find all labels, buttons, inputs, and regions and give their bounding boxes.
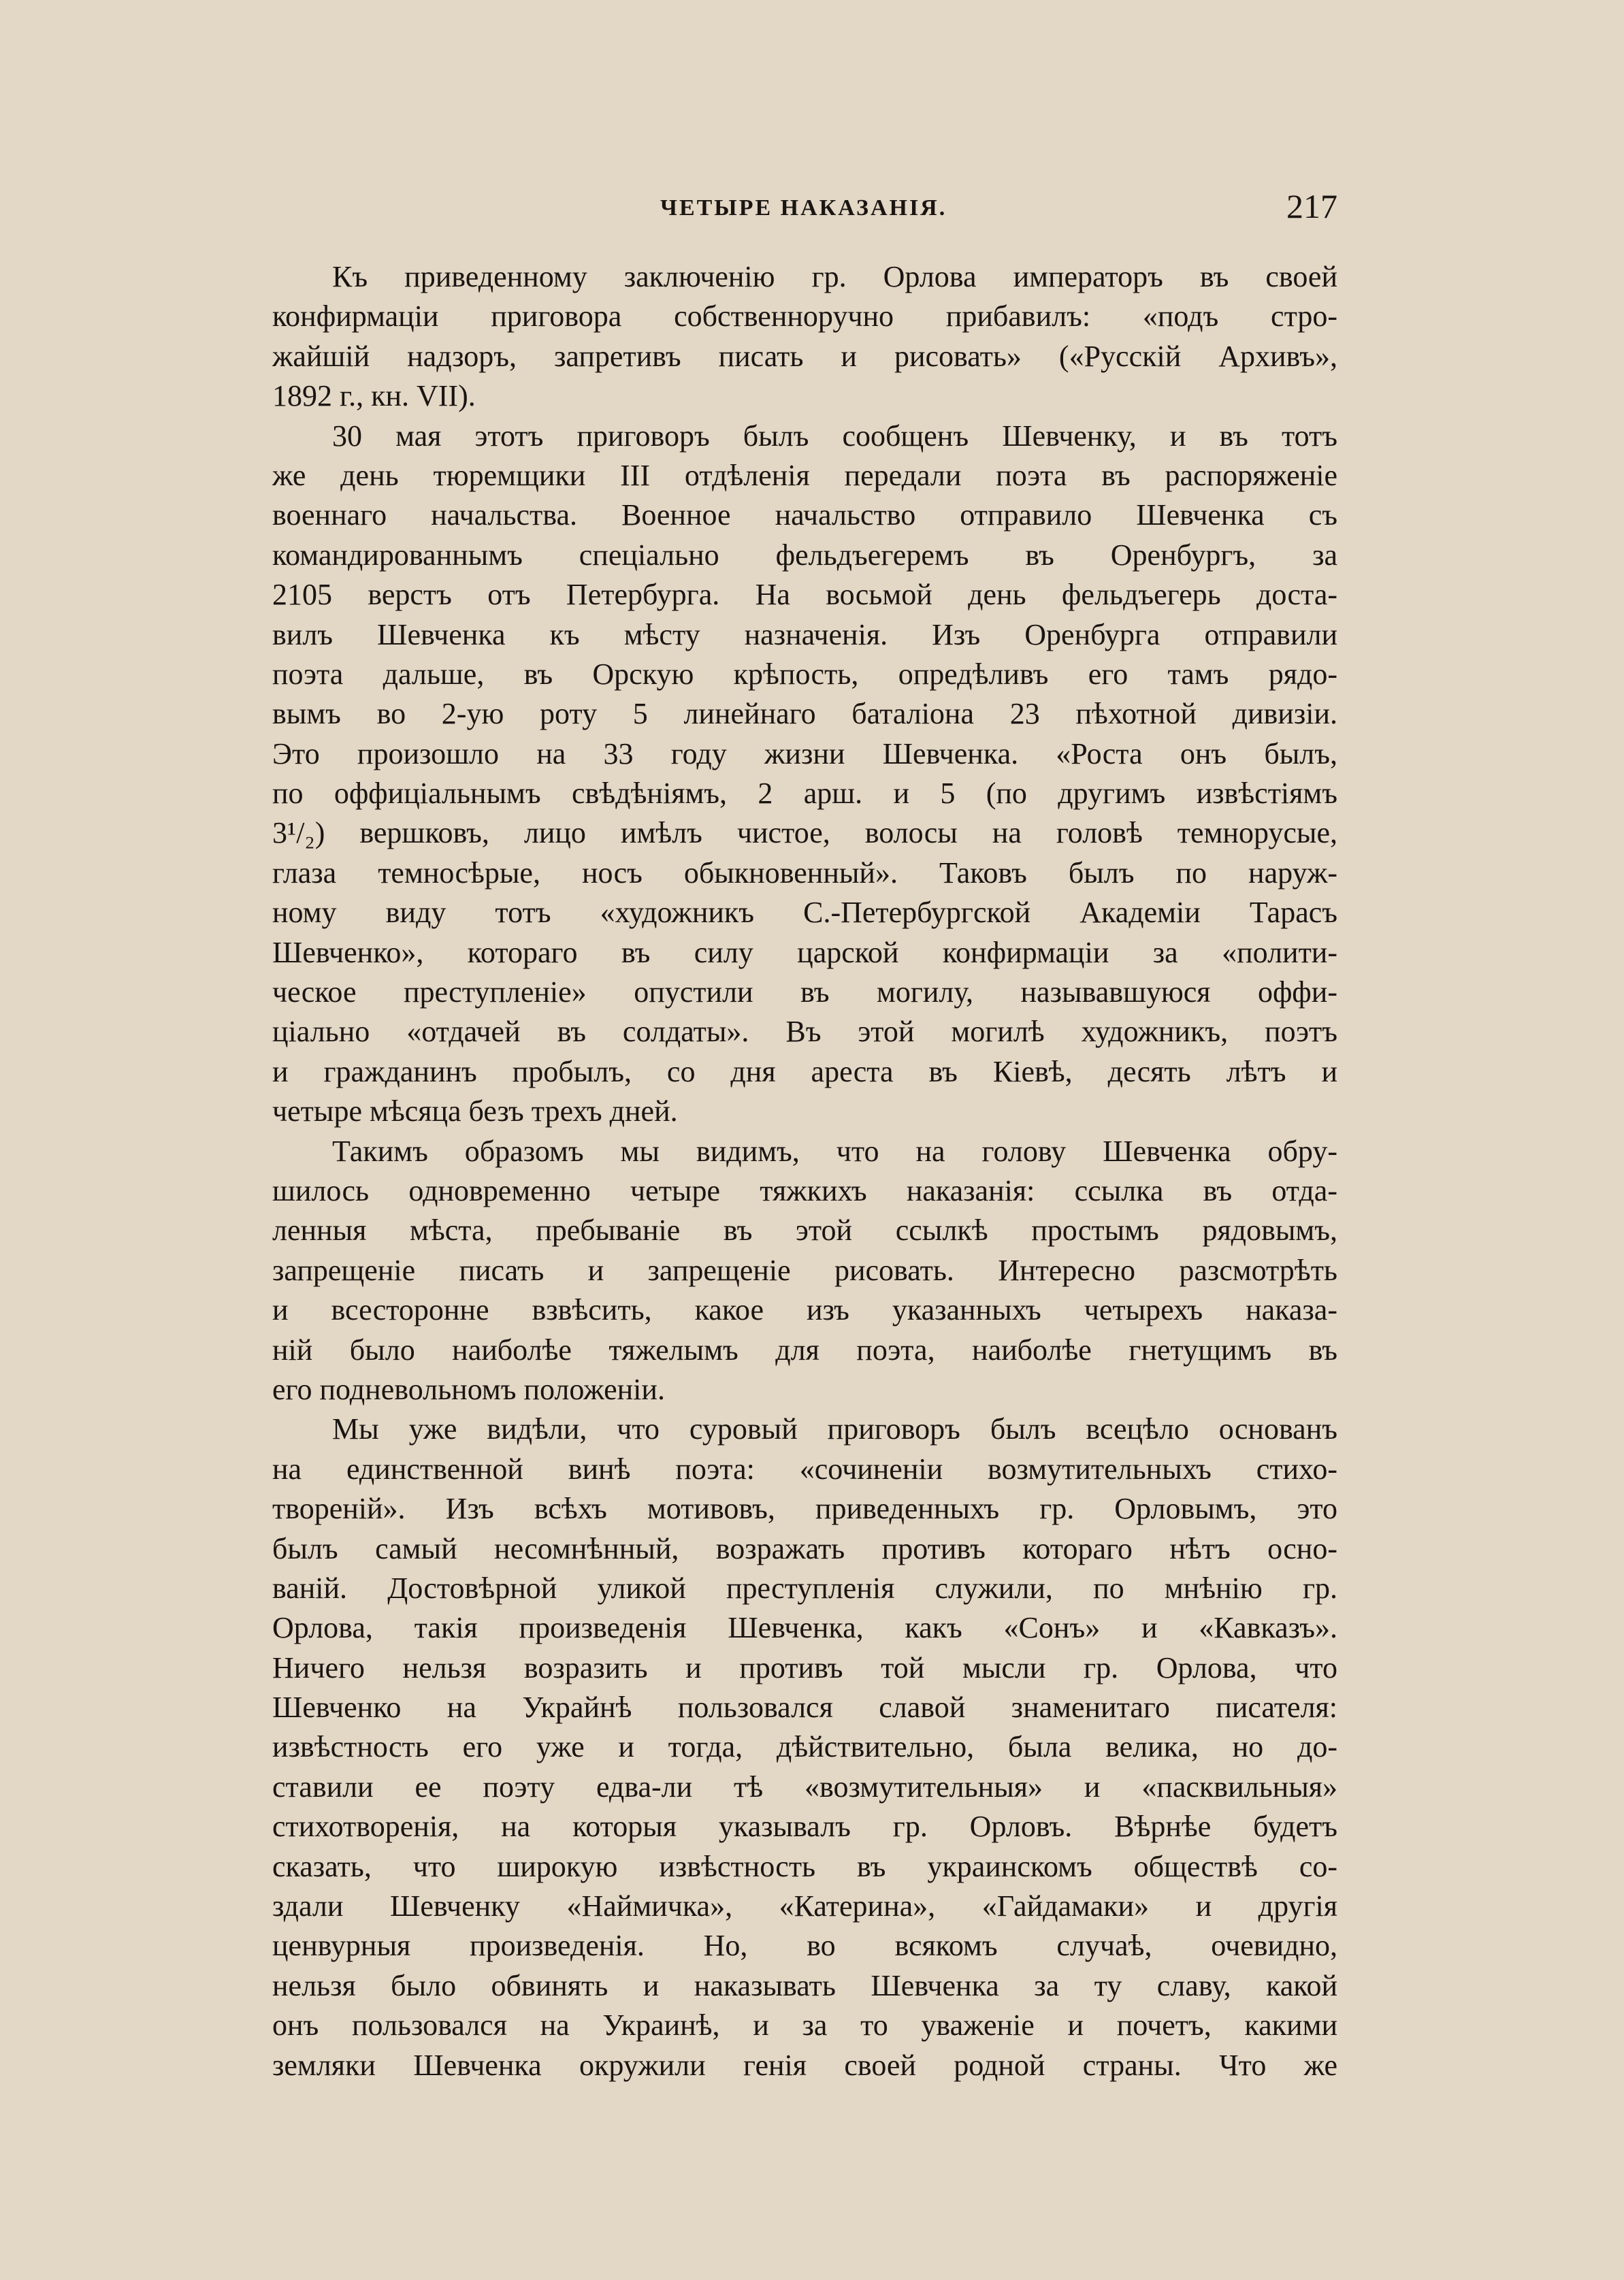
text-line: 3¹/₂) вершковъ, лицо имѣлъ чистое, волосы на головѣ темнорусые, (272, 816, 1337, 850)
text-line: ставили ее поэту едва-ли тѣ «возмутительныя» и «пасквильныя» (272, 1770, 1337, 1804)
text-line: военнаго начальства. Военное начальство отправило Шевченка съ (272, 498, 1337, 532)
text-line: сказать, что широкую извѣстность въ украинскомъ обществѣ со- (272, 1849, 1337, 1883)
text-line: четыре мѣсяца безъ трехъ дней. (272, 1094, 678, 1128)
text-line: по оффиціальнымъ свѣдѣніямъ, 2 арш. и 5 (по другимъ извѣстіямъ (272, 777, 1337, 811)
text-line: Шевченко на Украйнѣ пользовался славой знаменитаго писателя: (272, 1691, 1337, 1725)
text-line: 1892 г., кн. VII). (272, 379, 476, 413)
body-text (272, 257, 1337, 2085)
text-line: ческое преступленіе» опустили въ могилу, называвшуюся оффи- (272, 975, 1337, 1009)
text-line: Мы уже видѣли, что суровый приговоръ былъ всецѣло основанъ (332, 1412, 1337, 1446)
text-line: ваній. Достовѣрной уликой преступленія служили, по мнѣнію гр. (272, 1571, 1337, 1605)
text-line: земляки Шевченка окружили генія своей родной страны. Что же (272, 2048, 1337, 2082)
paragraph (272, 1132, 1337, 1410)
text-line: ленныя мѣста, пребываніе въ этой ссылкѣ простымъ рядовымъ, (272, 1214, 1337, 1248)
text-line: Шевченко», котораго въ силу царской конфирмаціи за «полити- (272, 935, 1337, 969)
text-line: и всесторонне взвѣсить, какое изъ указанныхъ четырехъ наказа- (272, 1293, 1337, 1327)
text-line: поэта дальше, въ Орскую крѣпость, опредѣливъ его тамъ рядо- (272, 657, 1337, 691)
text-line: Это произошло на 33 году жизни Шевченка. «Роста онъ былъ, (272, 736, 1337, 770)
text-line: извѣстность его уже и тогда, дѣйствительно, была велика, но до- (272, 1730, 1337, 1764)
text-line: на единственной винѣ поэта: «сочиненіи возмутительныхъ стихо- (272, 1452, 1337, 1486)
text-line: Такимъ образомъ мы видимъ, что на голову Шевченка обру- (332, 1134, 1337, 1168)
text-line: 2105 верстъ отъ Петербурга. На восьмой день фельдъегерь доста- (272, 578, 1337, 612)
text-line: и гражданинъ пробылъ, со дня ареста въ Кіевѣ, десять лѣтъ и (272, 1054, 1337, 1088)
text-line: онъ пользовался на Украинѣ, и за то уваженіе и почетъ, какими (272, 2008, 1337, 2042)
text-line: командированнымъ спеціально фельдъегеремъ въ Оренбургъ, за (272, 538, 1337, 572)
text-line: нельзя было обвинять и наказывать Шевченка за ту славу, какой (272, 1968, 1337, 2002)
text-line: запрещеніе писать и запрещеніе рисовать. Интересно разсмотрѣть (272, 1253, 1337, 1287)
text-line: Орлова, такія произведенія Шевченка, какъ «Сонъ» и «Кавказъ». (272, 1611, 1337, 1645)
text-line: здали Шевченку «Наймичка», «Катерина», «Гайдамаки» и другія (272, 1889, 1337, 1923)
text-line: Ничего нельзя возразить и противъ той мысли гр. Орлова, что (272, 1650, 1337, 1684)
text-line: глаза темносѣрые, носъ обыкновенный». Таковъ былъ по наруж- (272, 856, 1337, 890)
paragraph (272, 257, 1337, 417)
text-line: жайшій надзоръ, запретивъ писать и рисовать» («Русскій Архивъ», (272, 339, 1337, 373)
text-line: же день тюремщики III отдѣленія передали поэта въ распоряженіе (272, 458, 1337, 492)
text-line: Къ приведенному заключенію гр. Орлова императоръ въ своей (332, 260, 1337, 293)
text-line: ціально «отдачей въ солдаты». Въ этой могилѣ художникъ, поэтъ (272, 1015, 1337, 1049)
text-line: былъ самый несомнѣнный, возражать противъ котораго нѣтъ осно- (272, 1531, 1337, 1565)
text-line: шилось одновременно четыре тяжкихъ наказанія: ссылка въ отда- (272, 1173, 1337, 1207)
running-title: ЧЕТЫРЕ НАКАЗАНІЯ. (660, 195, 947, 221)
text-line: ному виду тотъ «художникъ С.-Петербургской Академіи Тарасъ (272, 896, 1337, 930)
text-line: стихотворенія, на которыя указывалъ гр. Орловъ. Вѣрнѣе будетъ (272, 1810, 1337, 1844)
page-number: 217 (1286, 187, 1337, 225)
running-head (272, 189, 1337, 230)
paragraph (272, 417, 1337, 1132)
text-line: твореній». Изъ всѣхъ мотивовъ, приведенныхъ гр. Орловымъ, это (272, 1492, 1337, 1526)
text-line: ній было наиболѣе тяжелымъ для поэта, наиболѣе гнетущимъ въ (272, 1333, 1337, 1367)
text-line: вымъ во 2-ую роту 5 линейнаго баталіона 23 пѣхотной дивизіи. (272, 697, 1337, 731)
paragraph (272, 1410, 1337, 2085)
text-line: вилъ Шевченка къ мѣсту назначенія. Изъ Оренбурга отправили (272, 617, 1337, 651)
text-line: ценвурныя произведенія. Но, во всякомъ случаѣ, очевидно, (272, 1929, 1337, 1963)
text-line: 30 мая этотъ приговоръ былъ сообщенъ Шевченку, и въ тотъ (332, 419, 1337, 453)
text-line: его подневольномъ положеніи. (272, 1372, 665, 1406)
text-line: конфирмаціи приговора собственноручно прибавилъ: «подъ стро- (272, 299, 1337, 333)
